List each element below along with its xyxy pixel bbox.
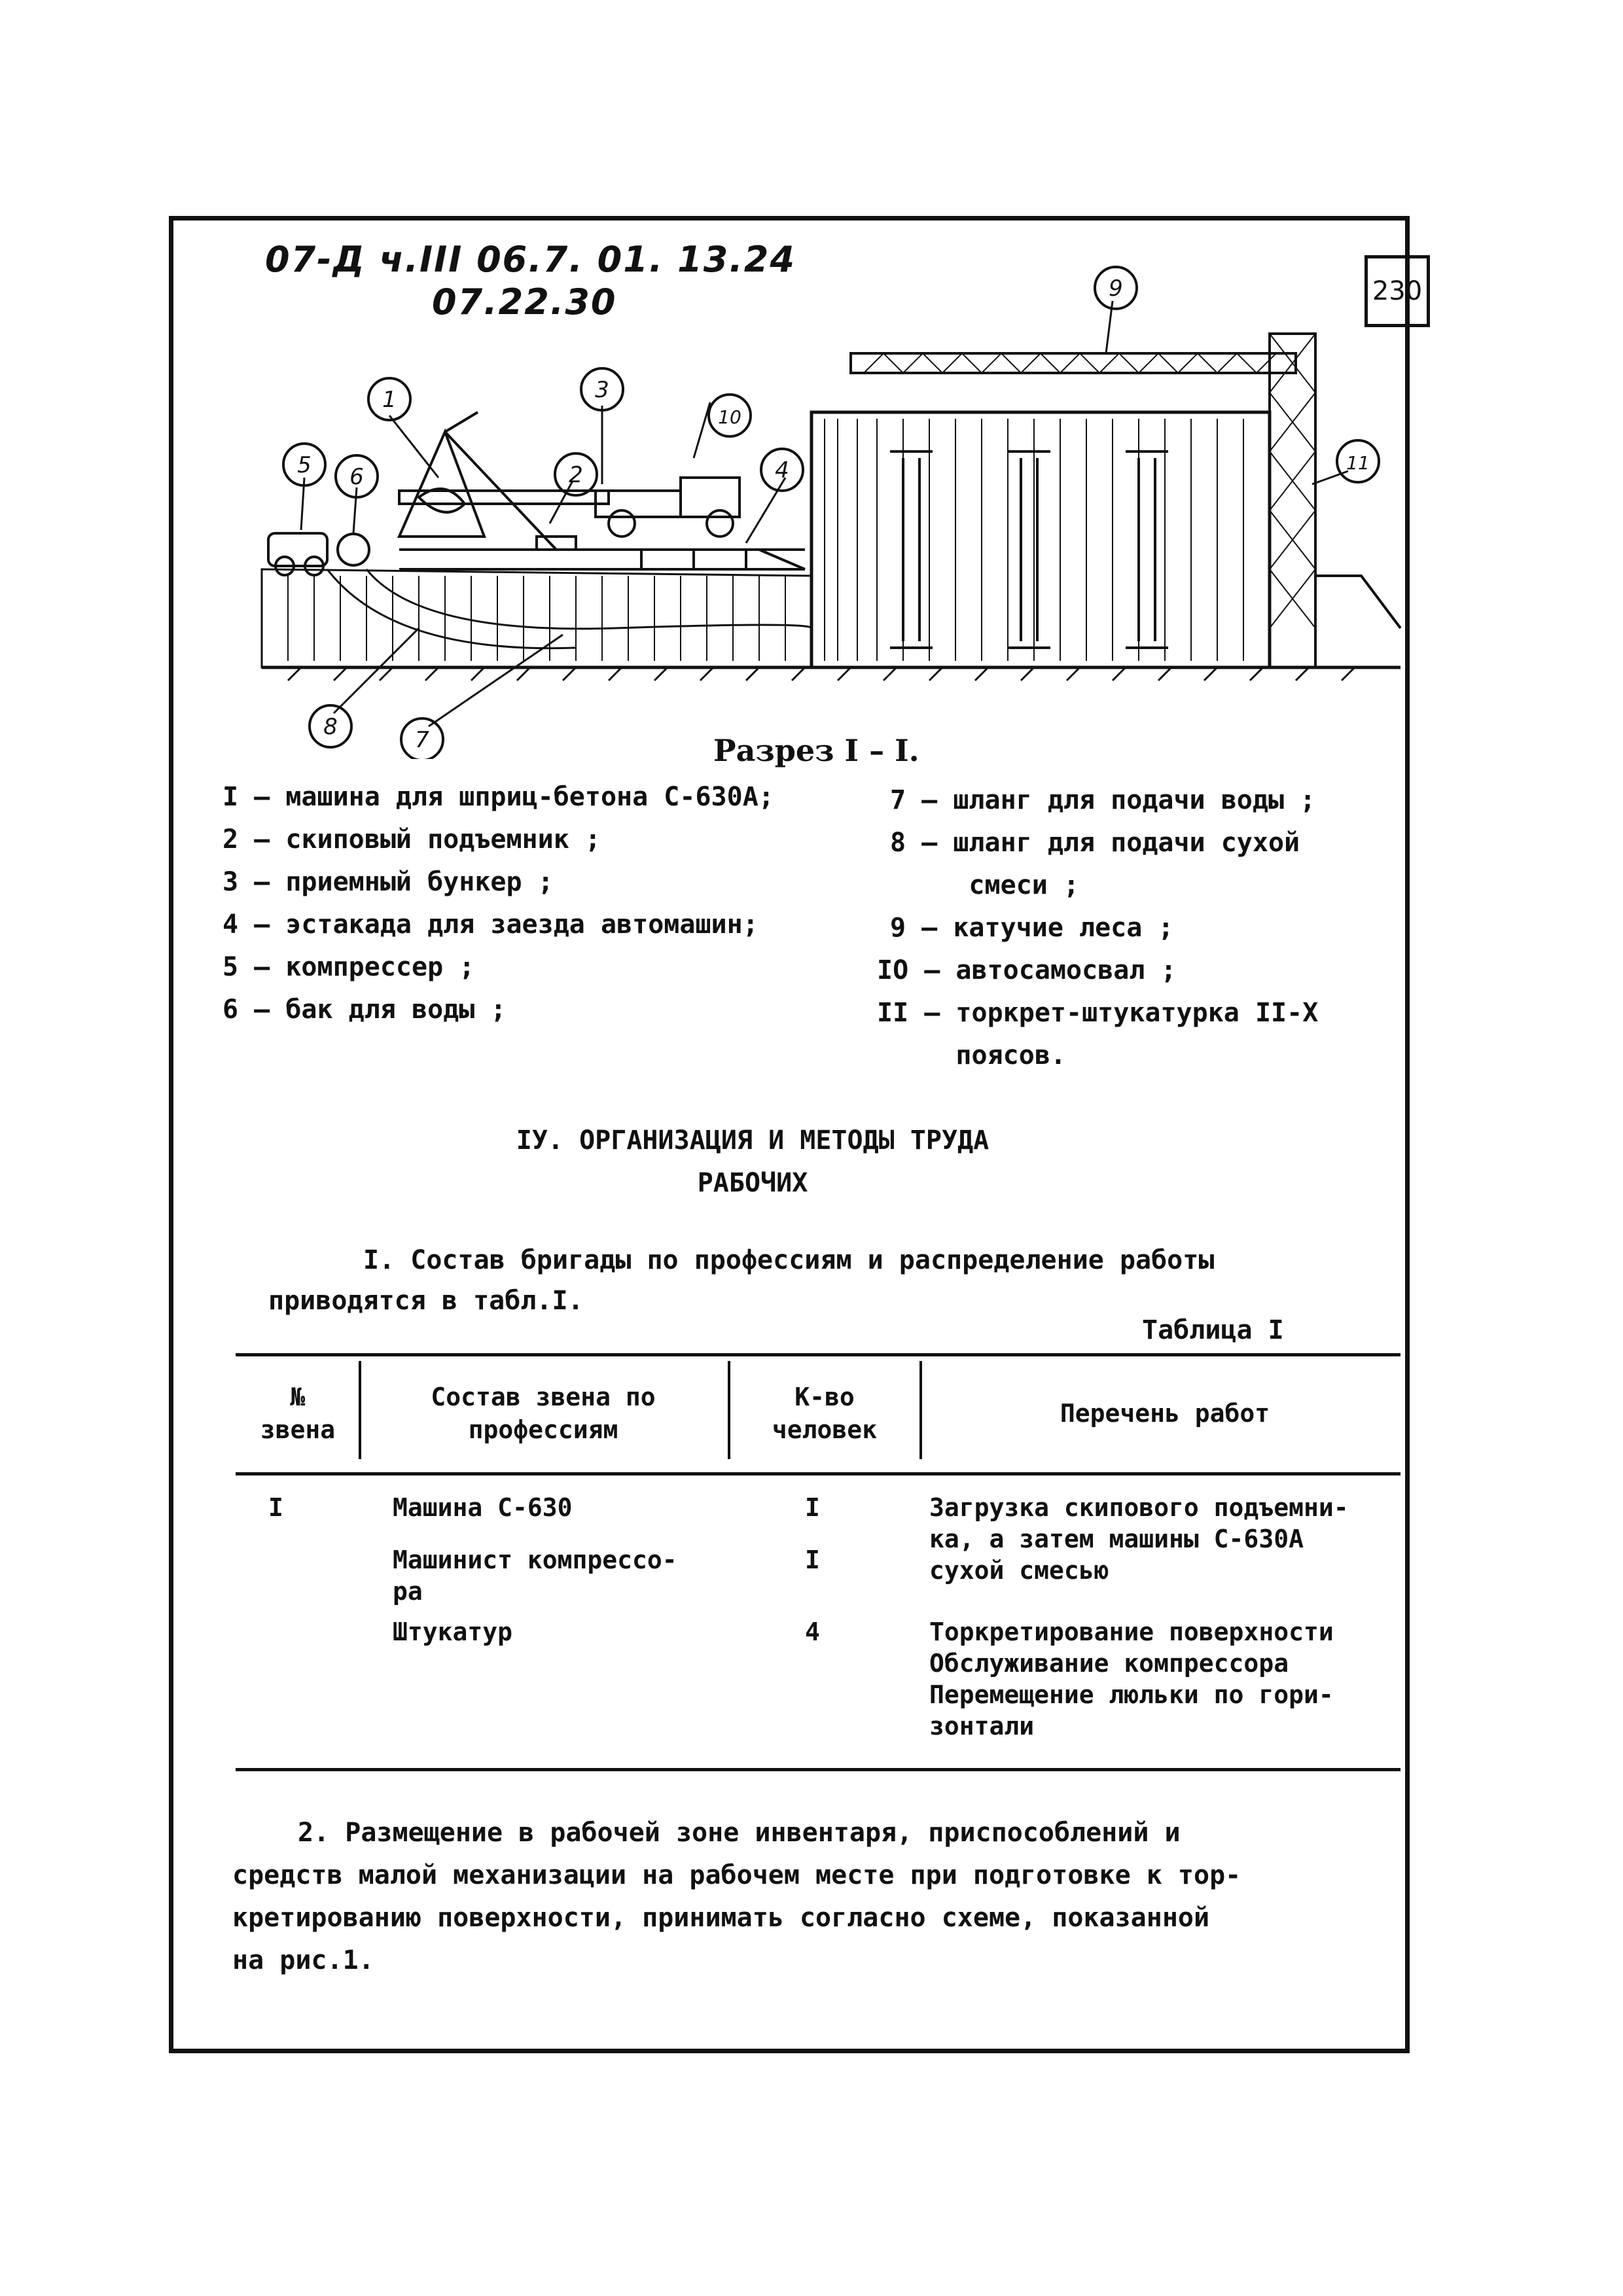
table-col-divider (919, 1361, 922, 1459)
table-cell-count: 4 (805, 1617, 820, 1646)
callout-1: 1 (382, 387, 397, 413)
callout-7: 7 (415, 727, 429, 753)
header-text: К-во (794, 1383, 855, 1411)
table-col-divider (359, 1361, 361, 1459)
table-cell-count: I (805, 1493, 820, 1522)
legend-item: 3 – приемный бункер ; (223, 867, 554, 897)
legend-item: поясов. (877, 1040, 1066, 1070)
legend-item: I – машина для шприц-бетона С-630А; (223, 782, 774, 812)
header-text: № (290, 1383, 306, 1411)
header-text: Состав звена по (431, 1383, 656, 1411)
works-line: сухой смесью (929, 1556, 1109, 1585)
callout-9: 9 (1109, 275, 1123, 302)
works-line: Обслуживание компрессора (929, 1649, 1289, 1678)
table-col-divider (728, 1361, 730, 1459)
callout-10: 10 (718, 406, 741, 428)
callout-5: 5 (297, 452, 312, 478)
legend-item: 2 – скиповый подъемник ; (223, 824, 601, 855)
callout-4: 4 (775, 457, 789, 484)
table-header-rule (236, 1472, 1400, 1475)
legend-item: смеси ; (890, 870, 1079, 900)
table-header-works: Перечень работ (1060, 1399, 1270, 1428)
works-line: зонтали (929, 1712, 1035, 1740)
table-cell-profession: Штукатур (393, 1617, 513, 1646)
document-code-line1: 07-Д ч.III 06.7. 01. 13.24 (265, 239, 796, 280)
table-bottom-rule (236, 1768, 1400, 1771)
document-code-line2: 07.22.30 (432, 281, 617, 323)
drawing-caption: Разрез I – I. (713, 733, 919, 768)
table-header-count (733, 1381, 916, 1446)
callout-11: 11 (1346, 452, 1370, 474)
section-title: IУ. ОРГАНИЗАЦИЯ И МЕТОДЫ ТРУДА (516, 1125, 990, 1156)
callout-6: 6 (349, 464, 364, 490)
section-drawing (249, 262, 1414, 759)
works-line: Загрузка скипового подъемни- (929, 1493, 1349, 1522)
callout-3: 3 (595, 377, 609, 403)
works-line: Торкретирование поверхности (929, 1617, 1334, 1646)
table-cell-count: I (805, 1545, 820, 1574)
table-top-rule (236, 1353, 1400, 1356)
header-text: профессиям (468, 1415, 618, 1444)
legend-item: 4 – эстакада для заезда автомашин; (223, 910, 758, 940)
legend-item: 9 – катучие леса ; (890, 913, 1174, 943)
table-cell-brigade: I (268, 1493, 283, 1522)
works-line: ка, а затем машины С-630А (929, 1525, 1304, 1553)
table-header-composition (366, 1381, 720, 1446)
table-caption: Таблица I (1142, 1315, 1284, 1345)
paragraph-2-line3: кретированию поверхности, принимать согласно схеме, показанной (232, 1903, 1210, 1933)
table-cell-works (929, 1616, 1334, 1742)
paragraph-2-line1: 2. Размещение в рабочей зоне инвентаря, приспособлений и (298, 1818, 1181, 1848)
page-number: 230 (1364, 255, 1430, 327)
paragraph-2-line4: на рис.1. (232, 1945, 374, 1975)
legend-item: 5 – компрессер ; (223, 952, 475, 982)
profession-line: Машинист компрессо- (393, 1545, 677, 1574)
header-text: человек (772, 1415, 878, 1444)
paragraph-1-line2: приводятся в табл.I. (268, 1286, 584, 1316)
header-text: звена (260, 1415, 336, 1444)
table-cell-works (929, 1492, 1349, 1586)
paragraph-1-line1: I. Состав бригады по профессиям и распределение работы (363, 1245, 1215, 1275)
callout-8: 8 (323, 714, 338, 740)
legend-item: 7 – шланг для подачи воды ; (890, 785, 1316, 815)
table-cell-profession: Машина С-630 (393, 1493, 573, 1522)
section-title-line2: РАБОЧИХ (697, 1168, 808, 1198)
paragraph-2-line2: средств малой механизации на рабочем месте при подготовке к тор- (232, 1860, 1241, 1890)
legend-item: IO – автосамосвал ; (877, 955, 1177, 985)
table-cell-profession (393, 1544, 677, 1607)
works-line: Перемещение люльки по гори- (929, 1680, 1334, 1709)
legend-item: II – торкрет-штукатурка II-X (877, 998, 1319, 1028)
legend-item: 6 – бак для воды ; (223, 995, 507, 1025)
legend-item: 8 – шланг для подачи сухой (890, 828, 1300, 858)
profession-line: ра (393, 1577, 423, 1606)
table-header-number (239, 1381, 357, 1446)
callout-2: 2 (569, 462, 583, 488)
